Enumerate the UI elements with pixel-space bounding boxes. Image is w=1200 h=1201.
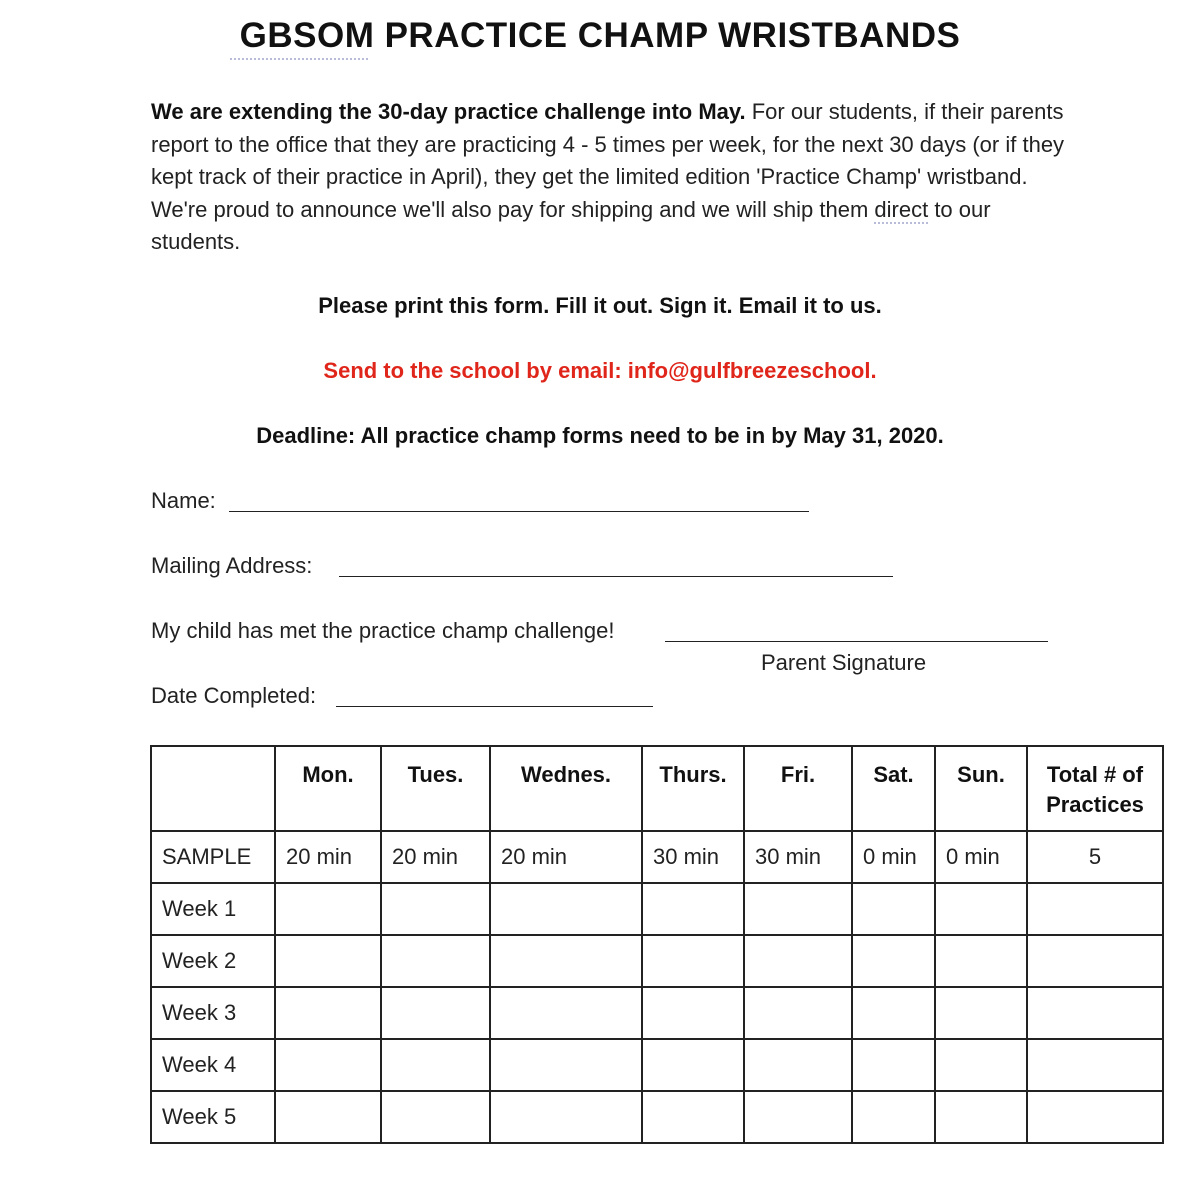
address-label: Mailing Address: bbox=[151, 553, 313, 578]
intro-paragraph bbox=[151, 96, 1071, 259]
table-cell: 0 min bbox=[852, 831, 935, 883]
table-cell[interactable] bbox=[642, 1039, 744, 1091]
intro-bold: We are extending the 30-day practice challenge into May. bbox=[151, 99, 746, 124]
table-cell[interactable] bbox=[744, 935, 852, 987]
header-mon: Mon. bbox=[275, 746, 381, 831]
table-cell[interactable] bbox=[381, 1039, 490, 1091]
instruction-line: Please print this form. Fill it out. Sign it. Email it to us. bbox=[318, 293, 882, 318]
header-sun: Sun. bbox=[935, 746, 1027, 831]
header-wed: Wednes. bbox=[490, 746, 642, 831]
table-row bbox=[151, 935, 1163, 987]
table-cell[interactable] bbox=[642, 883, 744, 935]
table-cell[interactable] bbox=[935, 935, 1027, 987]
table-cell[interactable] bbox=[744, 1039, 852, 1091]
date-field[interactable] bbox=[336, 706, 653, 707]
practice-log-table bbox=[150, 745, 1164, 1144]
table-row bbox=[151, 1091, 1163, 1143]
table-cell-total[interactable] bbox=[1027, 883, 1163, 935]
table-cell[interactable] bbox=[490, 987, 642, 1039]
header-total: Total # of Practices bbox=[1027, 746, 1163, 831]
table-cell: 20 min bbox=[381, 831, 490, 883]
table-cell[interactable] bbox=[490, 883, 642, 935]
row-label: Week 1 bbox=[151, 883, 275, 935]
table-cell[interactable] bbox=[744, 883, 852, 935]
table-cell-total[interactable] bbox=[1027, 1091, 1163, 1143]
table-row bbox=[151, 1039, 1163, 1091]
table-cell[interactable] bbox=[490, 1039, 642, 1091]
table-cell[interactable] bbox=[490, 935, 642, 987]
row-label: SAMPLE bbox=[151, 831, 275, 883]
table-cell[interactable] bbox=[275, 883, 381, 935]
deadline-line: Deadline: All practice champ forms need to be in by May 31, 2020. bbox=[256, 423, 944, 448]
table-cell[interactable] bbox=[852, 883, 935, 935]
row-label: Week 4 bbox=[151, 1039, 275, 1091]
spellcheck-underline bbox=[230, 58, 368, 60]
table-cell[interactable] bbox=[935, 883, 1027, 935]
table-cell[interactable] bbox=[642, 1091, 744, 1143]
table-cell: 30 min bbox=[744, 831, 852, 883]
table-cell: 20 min bbox=[275, 831, 381, 883]
table-cell: 30 min bbox=[642, 831, 744, 883]
table-cell[interactable] bbox=[852, 987, 935, 1039]
table-cell[interactable] bbox=[381, 987, 490, 1039]
table-row bbox=[151, 987, 1163, 1039]
row-label: Week 3 bbox=[151, 987, 275, 1039]
signature-field[interactable] bbox=[665, 641, 1048, 642]
name-field[interactable] bbox=[229, 511, 809, 512]
table-cell[interactable] bbox=[381, 883, 490, 935]
table-cell[interactable] bbox=[744, 1091, 852, 1143]
table-cell[interactable] bbox=[935, 1039, 1027, 1091]
table-cell[interactable] bbox=[852, 935, 935, 987]
table-cell[interactable] bbox=[744, 987, 852, 1039]
signature-caption: Parent Signature bbox=[761, 650, 927, 675]
header-sat: Sat. bbox=[852, 746, 935, 831]
intro-text-end: to our students. bbox=[151, 196, 991, 254]
table-cell[interactable] bbox=[852, 1091, 935, 1143]
table-cell[interactable] bbox=[275, 987, 381, 1039]
table-cell-total[interactable] bbox=[1027, 987, 1163, 1039]
challenge-label: My child has met the practice champ challenge! bbox=[151, 618, 615, 643]
name-label: Name: bbox=[151, 488, 216, 513]
table-row bbox=[151, 831, 1163, 883]
table-cell: 20 min bbox=[490, 831, 642, 883]
intro-underlined-word: direct bbox=[874, 196, 929, 222]
table-cell[interactable] bbox=[275, 1091, 381, 1143]
table-cell: 0 min bbox=[935, 831, 1027, 883]
table-cell[interactable] bbox=[852, 1039, 935, 1091]
table-cell[interactable] bbox=[642, 987, 744, 1039]
header-tue: Tues. bbox=[381, 746, 490, 831]
row-label: Week 5 bbox=[151, 1091, 275, 1143]
header-fri: Fri. bbox=[744, 746, 852, 831]
email-line: Send to the school by email: info@gulfbreezeschool. bbox=[323, 358, 877, 383]
table-cell[interactable] bbox=[275, 1039, 381, 1091]
date-label: Date Completed: bbox=[151, 683, 317, 708]
table-cell[interactable] bbox=[490, 1091, 642, 1143]
table-cell[interactable] bbox=[381, 1091, 490, 1143]
address-field[interactable] bbox=[339, 576, 893, 577]
page-title: GBSOM PRACTICE CHAMP WRISTBANDS bbox=[239, 16, 961, 55]
table-cell-total: 5 bbox=[1027, 831, 1163, 883]
table-cell[interactable] bbox=[642, 935, 744, 987]
row-label: Week 2 bbox=[151, 935, 275, 987]
table-cell-total[interactable] bbox=[1027, 1039, 1163, 1091]
table-cell[interactable] bbox=[381, 935, 490, 987]
intro-text: For our students, if their parents report to the office that they are practicing 4 - 5 times per week, for the next 30 days (or if they kept track of their practice in April), they get the limited edition 'Practice Champ' wristband. We're proud to announce we'll also pay for shipping and we will ship them bbox=[151, 99, 1065, 222]
table-cell[interactable] bbox=[935, 1091, 1027, 1143]
header-blank bbox=[151, 746, 275, 831]
table-header-row bbox=[151, 746, 1163, 831]
table-cell-total[interactable] bbox=[1027, 935, 1163, 987]
header-thu: Thurs. bbox=[642, 746, 744, 831]
table-row bbox=[151, 883, 1163, 935]
table-cell[interactable] bbox=[275, 935, 381, 987]
table-cell[interactable] bbox=[935, 987, 1027, 1039]
